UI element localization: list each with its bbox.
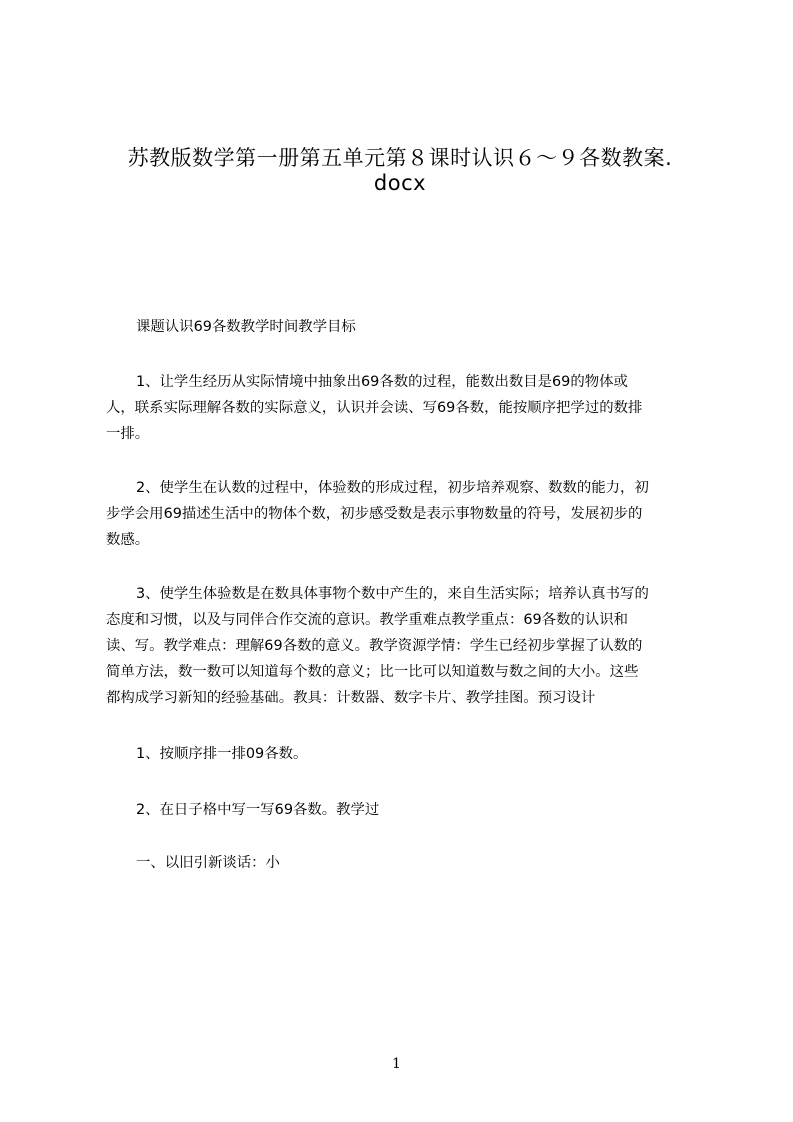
page-number: 1	[392, 1056, 401, 1072]
goal-3-line-4: 简单方法，数一数可以知道每个数的意义；比一比可以知道数与数之间的大小。这些	[106, 664, 639, 680]
section-heading-1: 一、以旧引新谈话：小	[136, 855, 280, 871]
goal-3-line-1: 3、使学生体验数是在数具体事物个数中产生的，来自生活实际；培养认真书写的	[136, 586, 649, 602]
document-title-line-2: docx	[373, 171, 427, 195]
goal-2-line-2: 步学会用69描述生活中的物体个数，初步感受数是表示事物数量的符号，发展初步的	[106, 506, 643, 522]
preview-item-1: 1、按顺序排一排09各数。	[136, 746, 308, 762]
goal-1-line-3: 一排。	[106, 426, 150, 442]
document-title-line-1: 苏教版数学第一册第五单元第８课时认识６～９各数教案.	[127, 146, 673, 170]
goal-2-line-1: 2、使学生在认数的过程中，体验数的形成过程，初步培养观察、数数的能力，初	[136, 480, 649, 496]
goal-1-line-1: 1、让学生经历从实际情境中抽象出69各数的过程，能数出数目是69的物体或	[136, 374, 628, 390]
lesson-heading: 课题认识69各数教学时间教学目标	[136, 319, 356, 335]
goal-3-line-3: 读、写。教学难点：理解69各数的意义。教学资源学情：学生已经初步掌握了认数的	[106, 638, 643, 654]
goal-1-line-2: 人，联系实际理解各数的实际意义，认识并会读、写69各数，能按顺序把学过的数排	[106, 400, 643, 416]
goal-2-line-3: 数感。	[106, 532, 150, 548]
goal-3-line-2: 态度和习惯，以及与同伴合作交流的意识。教学重难点教学重点：69各数的认识和	[106, 612, 628, 628]
preview-item-2: 2、在日子格中写一写69各数。教学过	[136, 802, 380, 818]
goal-3-line-5: 都构成学习新知的经验基础。教具：计数器、数字卡片、教学挂图。预习设计	[106, 690, 596, 706]
